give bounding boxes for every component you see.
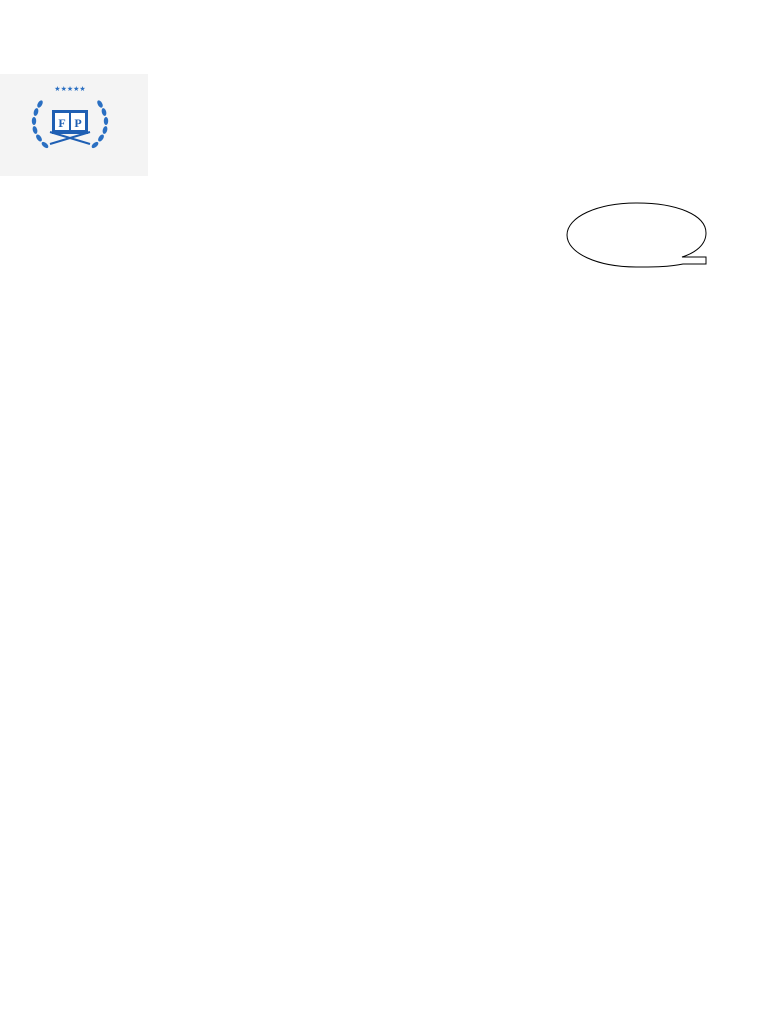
school-logo <box>0 74 148 176</box>
laurel-emblem-icon <box>0 74 148 176</box>
score-bubble <box>565 201 709 268</box>
svg-text:F: F <box>58 116 66 130</box>
svg-text:P: P <box>74 116 82 130</box>
svg-text:★★★★★: ★★★★★ <box>54 85 86 93</box>
